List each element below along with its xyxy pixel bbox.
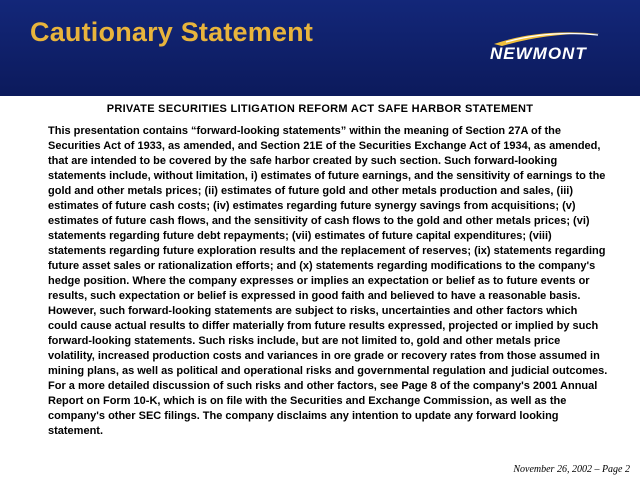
section-subtitle: PRIVATE SECURITIES LITIGATION REFORM ACT SAFE HARBOR STATEMENT (106, 103, 534, 115)
newmont-logo (480, 30, 630, 80)
logo-text: NEWMONT (490, 44, 587, 63)
statement-body: This presentation contains “forward-looking statements” within the meaning of Section 27A of the Securities Act of 1933, as amended, and Section 21E of the Securities Exchange Act of 1934, as amended, that are intended to be covered by the safe harbor created by such section. Such forward-looking statements include, without limitation, i) estimates of future earnings, and the sensitivity of earnings to the gold and other metals prices; (ii) estimates of future gold and other metals production and sales, (iii) estimates of future cash costs; (iv) estimates regarding future synergy savings from acquisitions; (v) estimates of future cash flows, and the sensitivity of cash flows to the gold and other metals prices; (vi) statements regarding future debt repayments; (vii) estimates of future capital expenditures; (viii) statements regarding future exploration results and the replacement of reserves; (ix) statements regarding future asset sales or rationalization efforts; and (x) statements regarding modifications to the company's hedge position. Where the company expresses or implies an expectation or belief as to future events or results, such expectation or belief is expressed in good faith and believed to have a reasonable basis. However, such forward-looking statements are subject to risks, uncertainties and other factors which could cause actual results to differ materially from future results expressed, projected or implied by such forward-looking statements. Such risks include, but are not limited to, gold and other metals price volatility, increased production costs and variances in ore grade or recovery rates from those assumed in mining plans, as well as political and operational risks and governmental regulation and judicial outcomes. For a more detailed discussion of such risks and other factors, see Page 8 of the company's 2001 Annual Report on Form 10-K, which is on file with the Securities and Exchange Commission, as well as the company's other SEC filings. The company disclaims any intention to update any forward looking statement. (48, 125, 608, 437)
header-banner (0, 0, 640, 96)
slide-footer: November 26, 2002 – Page 2 (513, 464, 630, 475)
page-title: Cautionary Statement (30, 17, 314, 47)
